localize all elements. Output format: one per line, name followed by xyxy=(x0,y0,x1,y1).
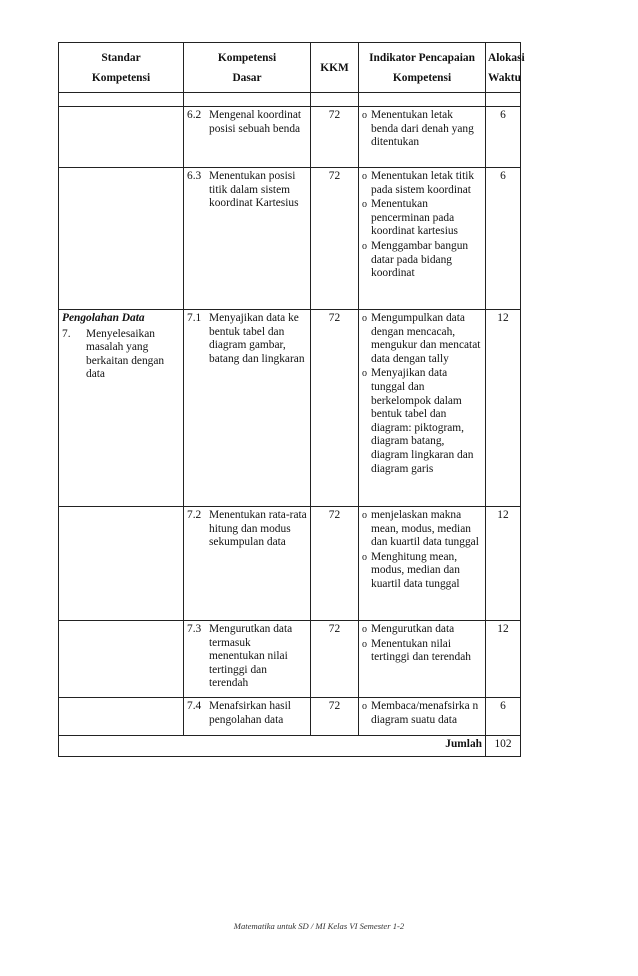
kkm-value: 72 xyxy=(311,698,359,736)
standar-kompetensi-text: Menyelesaikan masalah yang berkaitan dengan data xyxy=(86,327,165,381)
bullet-icon: o xyxy=(362,313,367,324)
alokasi-waktu-value: 12 xyxy=(486,507,521,621)
indikator-item xyxy=(362,623,482,637)
bullet-icon: o xyxy=(362,551,367,563)
total-value: 102 xyxy=(486,736,521,757)
kompetensi-dasar-number: 6.2 xyxy=(187,109,202,121)
table-row xyxy=(59,107,521,168)
standar-kompetensi-title: Pengolahan Data xyxy=(62,312,145,324)
indikator-text: Menentukan nilai tertinggi dan terendah xyxy=(371,637,471,664)
indikator-item xyxy=(362,170,482,197)
standar-kompetensi-cell xyxy=(59,698,184,736)
standar-kompetensi-cell xyxy=(59,107,184,168)
table-row xyxy=(59,621,521,698)
kompetensi-dasar-text: Menafsirkan hasil pengolahan data xyxy=(209,700,291,726)
kompetensi-dasar-text: Mengenal koordinat posisi sebuah benda xyxy=(209,109,302,135)
indikator-cell xyxy=(359,107,486,168)
total-row xyxy=(59,736,521,757)
kkm-value: 72 xyxy=(311,107,359,168)
header-alokasi-waktu: Alokasi Waktu xyxy=(486,43,521,93)
bullet-icon: o xyxy=(362,701,367,712)
alokasi-waktu-value: 6 xyxy=(486,107,521,168)
empty-spacer-row xyxy=(59,93,521,107)
page-footer: Matematika untuk SD / MI Kelas VI Semester 1-2 xyxy=(233,921,405,931)
kompetensi-dasar-cell xyxy=(184,107,311,168)
indikator-text: Menggambar bangun datar pada bidang koordinat xyxy=(371,239,469,280)
indikator-item xyxy=(362,551,482,592)
kompetensi-dasar-number: 7.1 xyxy=(187,312,202,324)
bullet-icon: o xyxy=(362,240,367,252)
alokasi-waktu-value: 6 xyxy=(486,698,521,736)
indikator-text: Menentukan letak titik pada sistem koordinat xyxy=(371,170,475,196)
indikator-cell xyxy=(359,621,486,698)
total-label: Jumlah xyxy=(59,736,486,757)
standar-kompetensi-cell xyxy=(59,168,184,310)
kompetensi-dasar-number: 7.2 xyxy=(187,509,202,521)
table-row xyxy=(59,698,521,736)
kkm-value: 72 xyxy=(311,168,359,310)
bullet-icon: o xyxy=(362,624,367,635)
kompetensi-dasar-cell xyxy=(184,698,311,736)
kompetensi-dasar-cell xyxy=(184,168,311,310)
indikator-text: Membaca/menafsirka n diagram suatu data xyxy=(371,700,479,726)
alokasi-waktu-value: 12 xyxy=(486,310,521,507)
header-kkm: KKM xyxy=(311,43,359,93)
kkm-value: 72 xyxy=(311,621,359,698)
standar-kompetensi-number: 7. xyxy=(62,327,71,340)
indikator-text: Menyajikan data tunggal dan berkelompok dalam bentuk tabel dan diagram: piktogram, diagram batang, diagram lingkaran dan diagram garis xyxy=(371,367,474,475)
indikator-item xyxy=(362,509,482,550)
header-kompetensi-dasar: Kompetensi Dasar xyxy=(184,43,311,93)
kompetensi-dasar-number: 7.3 xyxy=(187,623,202,635)
kompetensi-dasar-text: Menentukan rata-rata hitung dan modus sekumpulan data xyxy=(209,509,307,549)
kompetensi-dasar-item xyxy=(187,509,307,550)
kompetensi-dasar-item xyxy=(187,170,307,211)
indikator-cell xyxy=(359,698,486,736)
kompetensi-dasar-item xyxy=(187,312,307,366)
table-row xyxy=(59,168,521,310)
indikator-cell xyxy=(359,168,486,310)
kompetensi-dasar-item xyxy=(187,109,307,136)
indikator-item xyxy=(362,367,482,476)
indikator-cell xyxy=(359,507,486,621)
indikator-item xyxy=(362,240,482,281)
bullet-icon: o xyxy=(362,368,367,380)
kkm-value: 72 xyxy=(311,310,359,507)
kompetensi-dasar-cell xyxy=(184,507,311,621)
indikator-text: Menentukan pencerminan pada koordinat kartesius xyxy=(371,198,458,238)
header-indikator: Indikator Pencapaian Kompetensi xyxy=(359,43,486,93)
indikator-cell xyxy=(359,310,486,507)
bullet-icon: o xyxy=(362,510,367,521)
standar-kompetensi-cell xyxy=(59,310,184,507)
kkm-value: 72 xyxy=(311,507,359,621)
kompetensi-dasar-item xyxy=(187,700,307,727)
table-header-row xyxy=(59,43,521,93)
indikator-item xyxy=(362,700,482,727)
bullet-icon: o xyxy=(362,199,367,211)
kompetensi-dasar-item xyxy=(187,623,307,691)
bullet-icon: o xyxy=(362,171,367,182)
kompetensi-dasar-number: 6.3 xyxy=(187,170,202,182)
bullet-icon: o xyxy=(362,638,367,650)
header-standar-kompetensi: Standar Kompetensi xyxy=(59,43,184,93)
kompetensi-dasar-text: Mengurutkan data termasuk menentukan nilai tertinggi dan terendah xyxy=(209,623,293,690)
indikator-text: menjelaskan makna mean, modus, median dan kuartil data tunggal xyxy=(371,509,479,549)
alokasi-waktu-value: 6 xyxy=(486,168,521,310)
bullet-icon: o xyxy=(362,110,367,121)
alokasi-waktu-value: 12 xyxy=(486,621,521,698)
kompetensi-dasar-text: Menyajikan data ke bentuk tabel dan diagram gambar, batang dan lingkaran xyxy=(209,312,305,365)
indikator-item xyxy=(362,109,482,150)
kompetensi-dasar-text: Menentukan posisi titik dalam sistem koordinat Kartesius xyxy=(209,170,299,210)
standar-kompetensi-item xyxy=(62,328,180,382)
standar-kompetensi-cell xyxy=(59,621,184,698)
kompetensi-dasar-cell xyxy=(184,621,311,698)
indikator-text: Menghitung mean, modus, median dan kuartil data tunggal xyxy=(371,550,460,590)
kompetensi-dasar-number: 7.4 xyxy=(187,700,202,712)
indikator-item xyxy=(362,198,482,239)
table-row xyxy=(59,507,521,621)
syllabus-table xyxy=(58,42,525,757)
kompetensi-dasar-cell xyxy=(184,310,311,507)
indikator-item xyxy=(362,638,482,665)
standar-kompetensi-cell xyxy=(59,507,184,621)
indikator-item xyxy=(362,312,482,366)
indikator-text: Mengumpulkan data dengan mencacah, mengukur dan mencatat data dengan tally xyxy=(371,312,481,365)
indikator-text: Menentukan letak benda dari denah yang ditentukan xyxy=(371,109,474,149)
table-row xyxy=(59,310,521,507)
indikator-text: Mengurutkan data xyxy=(371,623,455,635)
